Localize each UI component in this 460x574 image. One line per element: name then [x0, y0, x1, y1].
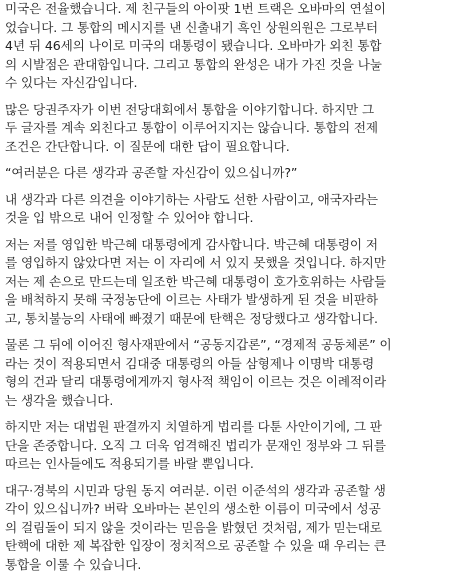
text-line: 많은 당권주자가 이번 전당대회에서 통합을 이야기합니다. 하지만 그: [5, 101, 457, 120]
text-line: 었습니다. 그 통합의 메시지를 낸 신출내기 흑인 상원의원은 그로부터: [5, 19, 457, 38]
text-line: 고, 통치불능의 사태에 빠졌기 때문에 탄핵은 정당했다고 생각합니다.: [5, 310, 457, 329]
paragraph: [5, 418, 457, 474]
text-line: 를 영입하지 않았다면 저는 이 자리에 서 있지 못했을 것입니다. 하지만: [5, 254, 457, 273]
text-line: 라는 것이 적용되면서 김대중 대통령의 아들 삼형제나 이명박 대통령: [5, 355, 457, 374]
text-line: 것을 입 밖으로 내어 인정할 수 있어야 합니다.: [5, 209, 457, 228]
text-line: “여러분은 다른 생각과 공존할 자신감이 있으십니까?”: [5, 164, 457, 183]
text-line: 하지만 저는 대법원 판결까지 치열하게 법리를 다툰 사안이기에, 그 판: [5, 418, 457, 437]
paragraph: [5, 0, 457, 93]
text-line: 형의 건과 달리 대통령에게까지 형사적 책임이 이르는 것은 이례적이라: [5, 373, 457, 392]
text-line: 통합을 이룰 수 있습니다.: [5, 556, 457, 574]
text-line: 는 생각을 했습니다.: [5, 392, 457, 411]
text-line: 저는 제 손으로 만드는데 일조한 박근혜 대통령이 호가호위하는 사람들: [5, 273, 457, 292]
paragraph: [5, 101, 457, 157]
article-body: [5, 0, 457, 556]
paragraph: [5, 482, 457, 574]
text-line: 단을 존중합니다. 오직 그 더욱 엄격해진 법리가 문재인 정부와 그 뒤를: [5, 437, 457, 456]
text-line: 물론 그 뒤에 이어진 형사재판에서 “공동지갑론”, “경제적 공동체론” 이: [5, 336, 457, 355]
text-line: 탄핵에 대한 제 복잡한 입장이 정치적으로 공존할 수 있을 때 우리는 큰: [5, 537, 457, 556]
text-line: 4년 뒤 46세의 나이로 미국의 대통령이 됐습니다. 오바마가 외친 통합: [5, 37, 457, 56]
text-line: 조건은 간단합니다. 이 질문에 대한 답이 필요합니다.: [5, 138, 457, 157]
text-line: 을 배척하지 못해 국정농단에 이르는 사태가 발생하게 된 것을 비판하: [5, 291, 457, 310]
paragraph: [5, 191, 457, 228]
text-line: 저는 저를 영입한 박근혜 대통령에게 감사합니다. 박근혜 대통령이 저: [5, 236, 457, 255]
paragraph: [5, 236, 457, 329]
text-line: 대구·경북의 시민과 당원 동지 여러분. 이런 이준석의 생각과 공존할 생: [5, 482, 457, 501]
text-line: 의 시발점은 관대함입니다. 그리고 통합의 완성은 내가 가진 것을 나눌: [5, 56, 457, 75]
text-line: 미국은 전율했습니다. 제 친구들의 아이팟 1번 트랙은 오바마의 연설이: [5, 0, 457, 19]
text-line: 각이 있으십니까? 버락 오바마는 본인의 생소한 이름이 미국에서 성공: [5, 500, 457, 519]
text-line: 수 있다는 자신감입니다.: [5, 74, 457, 93]
paragraph: [5, 164, 457, 183]
text-line: 두 글자를 계속 외친다고 통합이 이루어지지는 않습니다. 통합의 전제: [5, 119, 457, 138]
text-line: 따르는 인사들에도 적용되기를 바랄 뿐입니다.: [5, 455, 457, 474]
text-line: 의 걸림돌이 되지 않을 것이라는 믿음을 밝혔던 것처럼, 제가 믿는대로: [5, 519, 457, 538]
text-line: 내 생각과 다른 의견을 이야기하는 사람도 선한 사람이고, 애국자라는: [5, 191, 457, 210]
paragraph: [5, 336, 457, 410]
